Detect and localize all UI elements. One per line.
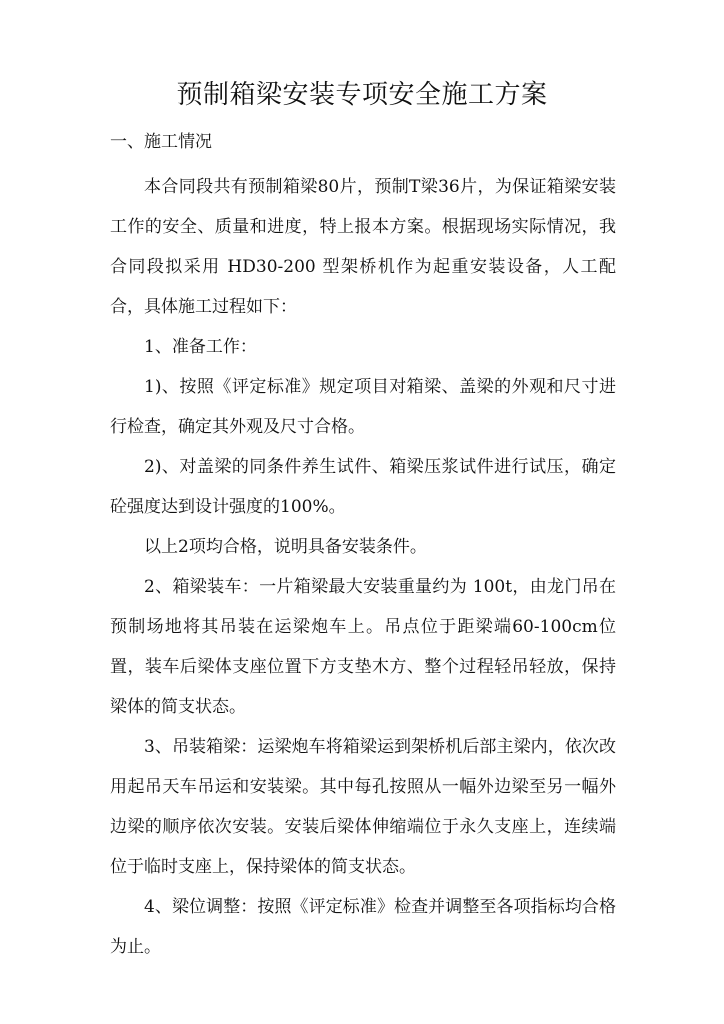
paragraph-overview: 本合同段共有预制箱梁80片，预制T梁36片，为保证箱梁安装工作的安全、质量和进度，特上报本方案。根据现场实际情况，我合同段拟采用 HD30-200 型架桥机作为起重安装设备，人工配合，具体施工过程如下： — [110, 177, 616, 317]
paragraph-hoisting: 3、吊装箱梁：运梁炮车将箱梁运到架桥机后部主梁内，依次改用起吊天车吊运和安装梁。其中每孔按照从一幅外边梁至另一幅外边梁的顺序依次安装。安装后梁体伸缩端位于永久支座上，连续端位于临时支座上，保持梁体的简支状态。 — [110, 737, 616, 877]
section-heading: 一、施工情况 — [110, 132, 212, 152]
paragraph-preparation: 1、准备工作： — [144, 337, 257, 357]
document-title: 预制箱梁安装专项安全施工方案 — [176, 80, 548, 110]
paragraph-loading: 2、箱梁装车：一片箱梁最大安装重量约为 100t，由龙门吊在预制场地将其吊装在运梁炮车上。吊点位于距梁端60-100cm位置，装车后梁体支座位置下方支垫木方、整个过程轻吊轻放，保持梁体的简支状态。 — [110, 577, 616, 717]
paragraph-adjustment: 4、梁位调整：按照《评定标准》检查并调整至各项指标均合格为止。 — [110, 897, 616, 957]
paragraph-inspection: 1)、按照《评定标准》规定项目对箱梁、盖梁的外观和尺寸进行检查，确定其外观及尺寸合格。 — [110, 377, 616, 437]
document-body — [110, 167, 616, 967]
paragraph-strength-test: 2)、对盖梁的同条件养生试件、箱梁压浆试件进行试压，确定砼强度达到设计强度的100%。 — [110, 457, 616, 517]
paragraph-conditions: 以上2项均合格，说明具备安装条件。 — [144, 537, 427, 557]
